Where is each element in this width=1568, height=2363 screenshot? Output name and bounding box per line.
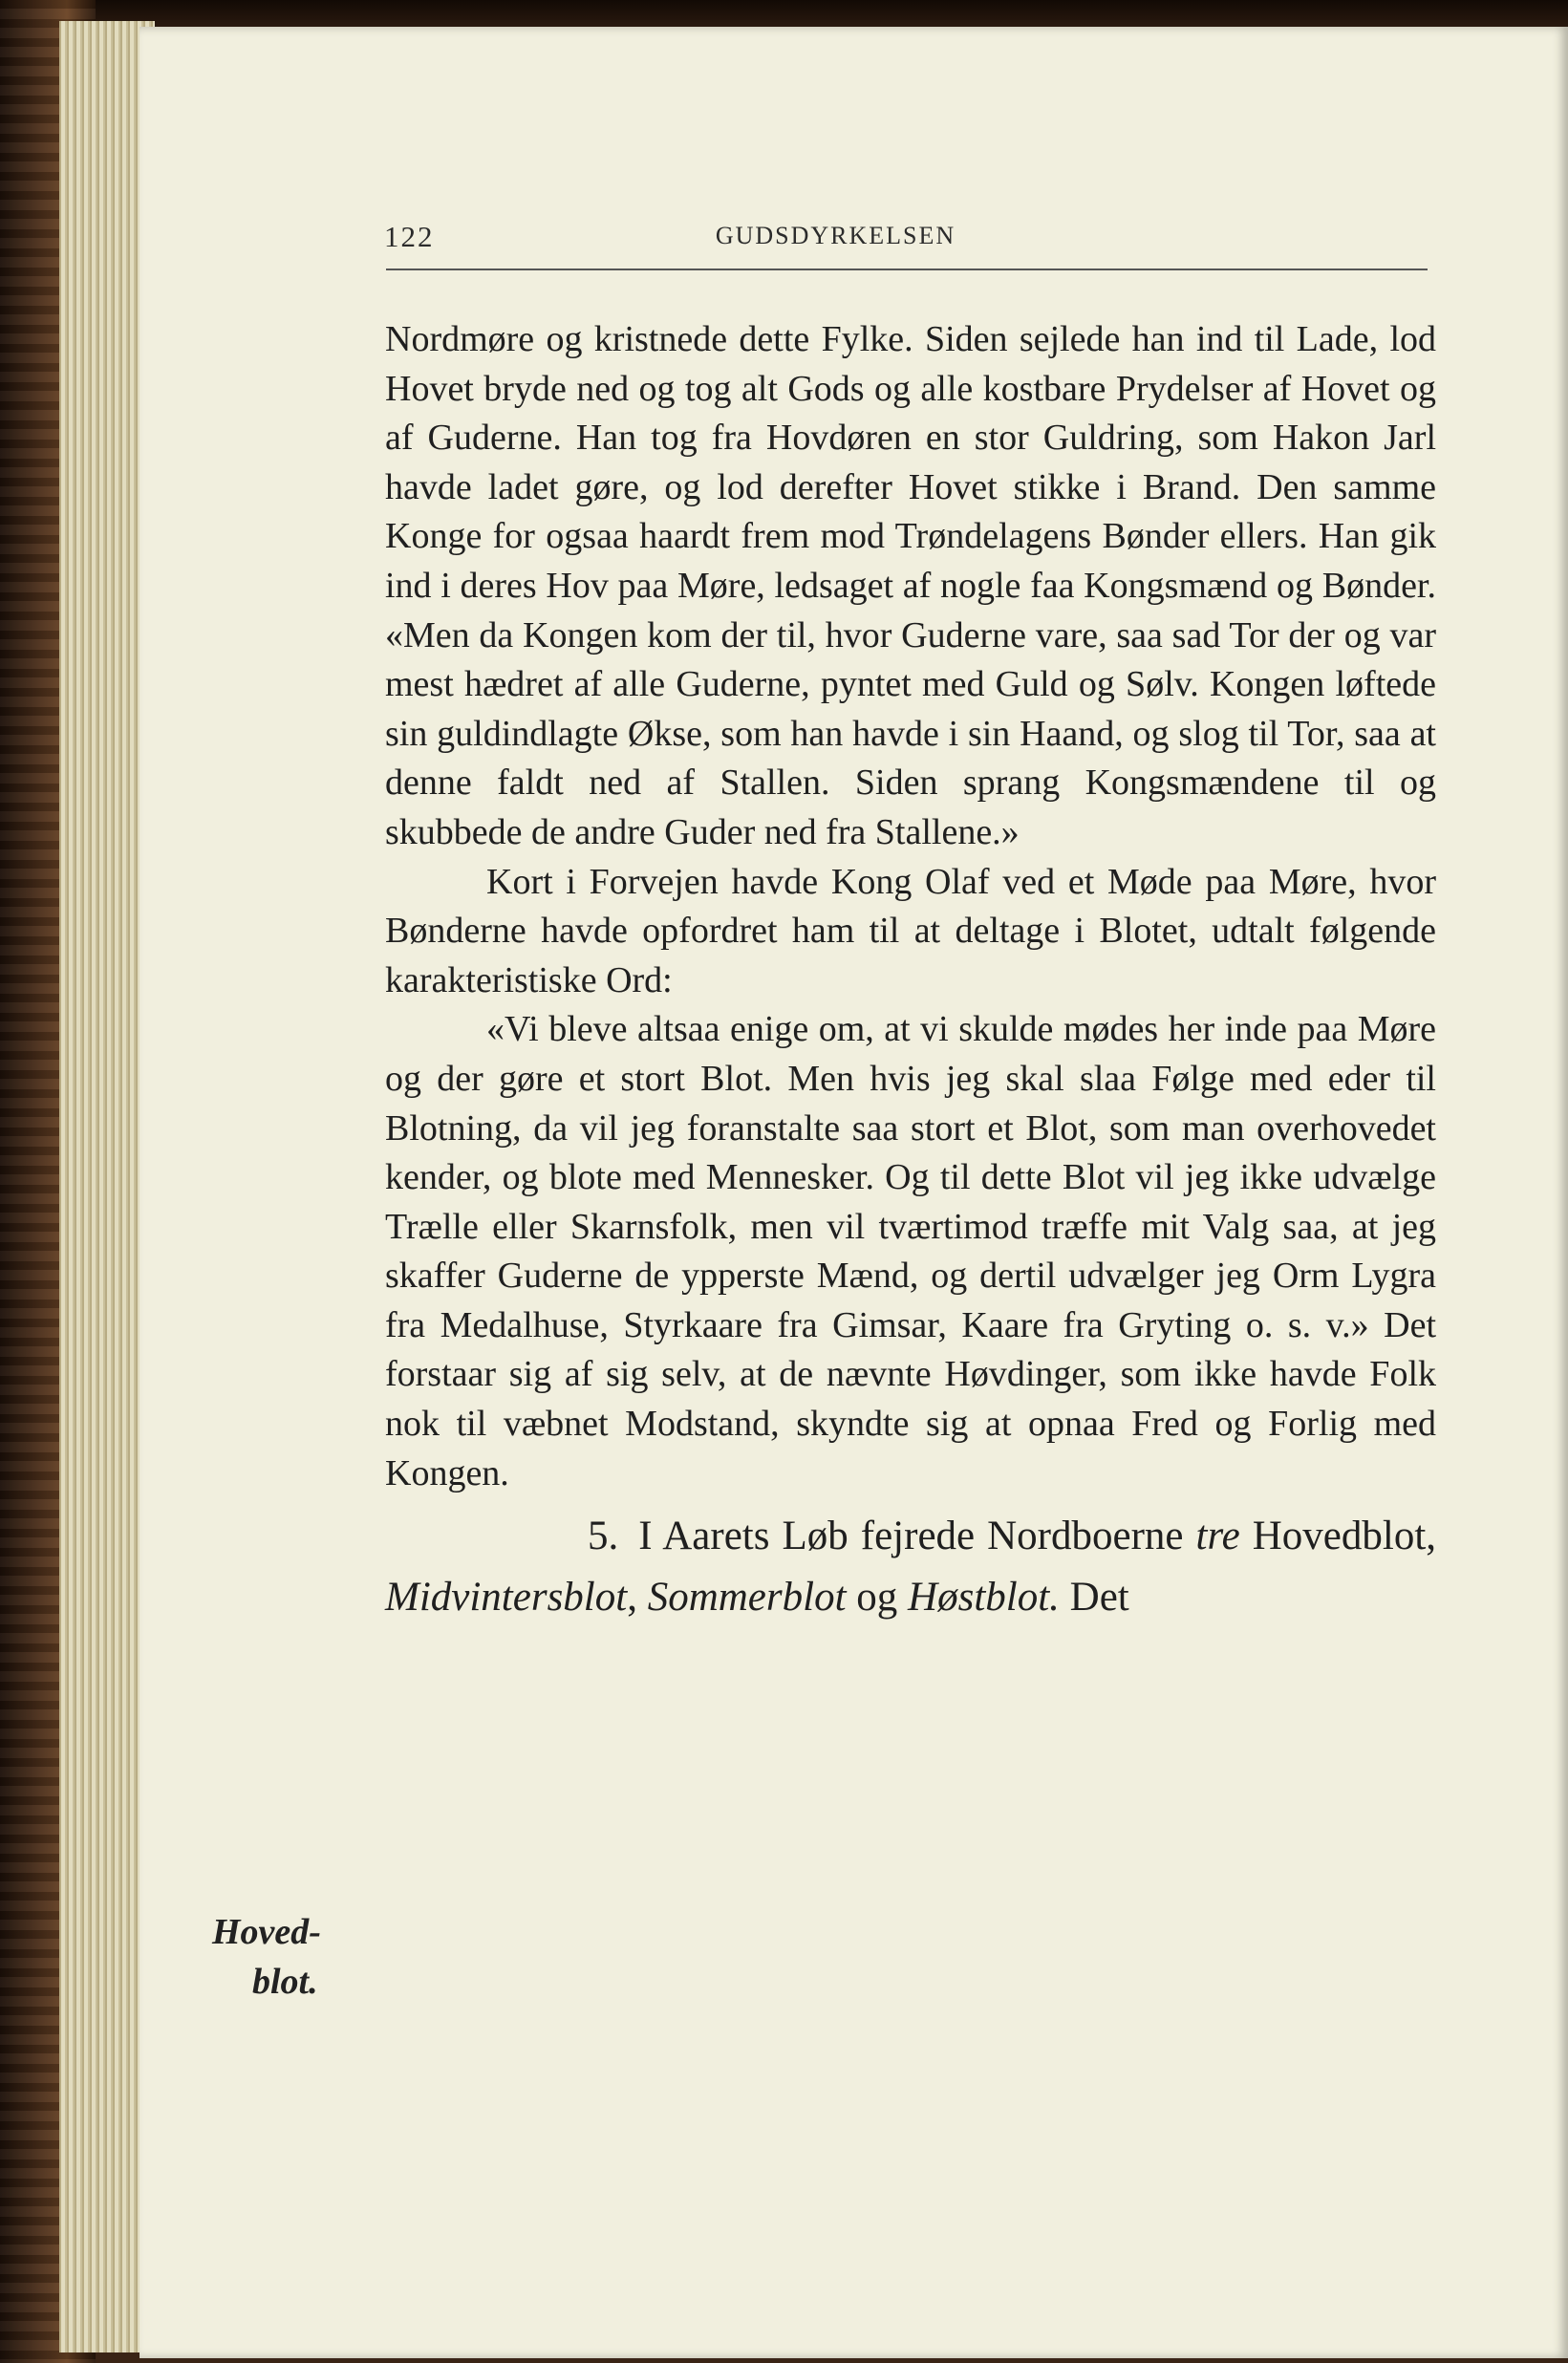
margin-note bbox=[212, 1907, 365, 2007]
running-head: GUDSDYRKELSEN bbox=[715, 222, 956, 249]
section-5-og: og bbox=[856, 1575, 898, 1621]
page-number: 122 bbox=[384, 220, 435, 253]
section-5-em-midvinter: Midvintersblot bbox=[385, 1575, 628, 1621]
paragraph-2: Kort i Forvejen havde Kong Olaf ved et Møde paa Møre, hvor Bønderne havde opfordret ham til at deltage i Blotet, udtalt følgende karakteristiske Ord: bbox=[385, 861, 1436, 1000]
paragraph-3: «Vi bleve altsaa enige om, at vi skulde mødes her inde paa Møre og der gøre et stort Blot. Men hvis jeg skal slaa Følge med eder til Blotning, da vil jeg foranstalte saa stort et Blot, som man overhovedet kender, og blote med Mennesker. Og til dette Blot vil jeg ikke udvælge Trælle eller Skarnsfolk, men vil tværtimod træffe mit Valg saa, at jeg skaffer Guderne de ypperste Mænd, og dertil udvælger jeg Orm Lygra fra Medalhuse, Styrkaare fra Gimsar, Kaare fra Gryting o. s. v.» Det forstaar sig af sig selv, at de nævnte Høvdinger, som ikke havde Folk nok til væbnet Modstand, skyndte sig at opnaa Fred og Forlig med Kongen. bbox=[385, 1009, 1436, 1493]
section-5-text-c: Det bbox=[1069, 1575, 1129, 1621]
section-number: 5. bbox=[588, 1514, 619, 1559]
margin-note-line2: blot. bbox=[252, 1962, 318, 2002]
body-text bbox=[385, 315, 1436, 1628]
page-header bbox=[241, 220, 1430, 268]
section-5-em-tre: tre bbox=[1195, 1514, 1240, 1559]
header-rule bbox=[386, 269, 1428, 270]
section-5-text-b: Hovedblot, bbox=[1252, 1514, 1437, 1559]
section-5-paragraph bbox=[385, 1506, 1436, 1628]
section-5-em-sommer: Sommerblot bbox=[647, 1575, 847, 1621]
book-top-edge bbox=[0, 0, 1568, 29]
section-5-em-host: Høstblot. bbox=[908, 1575, 1060, 1621]
margin-note-line1: Hoved- bbox=[212, 1912, 321, 1952]
section-5-sep: , bbox=[627, 1575, 637, 1621]
section-5-text-a: I Aarets Løb fejrede Nordboerne bbox=[638, 1514, 1184, 1559]
paragraph-1: Nordmøre og kristnede dette Fylke. Siden sejlede han ind til Lade, lod Hovet bryde ned og tog alt Gods og alle kostbare Prydelser af Hovet og af Guderne. Han tog fra Hovdøren en stor Guldring, som Hakon Jarl havde ladet gøre, og lod derefter Hovet stikke i Brand. Den samme Konge for ogsaa haardt frem mod Trøndelagens Bønder ellers. Han gik ind i deres Hov paa Møre, ledsaget af nogle faa Kongsmænd og Bønder. «Men da Kongen kom der til, hvor Guderne vare, saa sad Tor der og var mest hædret af alle Guderne, pyntet med Guld og Sølv. Kongen løftede sin guldindlagte Økse, som han havde i sin Haand, og slog til Tor, saa at denne faldt ned af Stallen. Siden sprang Kongsmændene til og skubbede de andre Guder ned fra Stallene.» bbox=[385, 319, 1436, 852]
